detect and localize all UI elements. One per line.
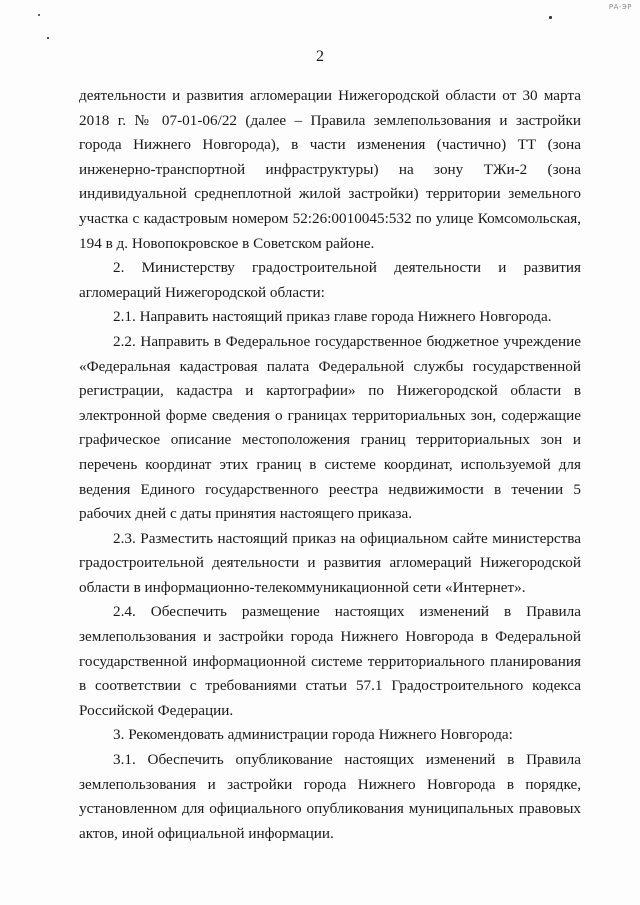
paragraph-continuation: деятельности и развития агломерации Нижегородской области от 30 марта 2018 г. № 07-01-06/22 (далее – Правила землепользования и застройки города Нижнего Новгорода), в части изменения (частично) ТТ (зона инженерно-транспортной инфраструктуры) на зону ТЖи-2 (зона индивидуальной среднеплотной жилой застройки) территории земельного участка с кадастровым номером 52:26:0010045:532 по улице Комсомольская, 194 в д. Новопокровское в Советском районе. (79, 87, 581, 252)
paragraph-item-2-2: 2.2. Направить в Федеральное государственное бюджетное учреждение «Федеральная кадастровая палата Федеральной службы государственной регистрации, кадастра и картографии» по Нижегородской области в электронной форме сведения о границах территориальных зон, содержащие графическое описание местоположения границ территориальных зон и перечень координат этих границ в системе координат, используемой для ведения Единого государственного реестра недвижимости в течении 5 рабочих дней с даты принятия настоящего приказа. (79, 332, 581, 523)
scan-mark: РА-ЭР (608, 3, 632, 11)
scan-speck (549, 16, 552, 19)
page-number: 2 (316, 48, 324, 65)
paragraph-item-2-1: 2.1. Направить настоящий приказ главе города Нижнего Новгорода. (113, 308, 552, 326)
paragraph-item-2-3: 2.3. Разместить настоящий приказ на официальном сайте министерства градостроительной деятельности и развития агломераций Нижегородской области в информационно-телекоммуникационной сети «Интернет». (79, 529, 581, 596)
scan-speck (47, 37, 49, 39)
paragraph-item-3-1: 3.1. Обеспечить опубликование настоящих изменений в Правила землепользования и застройки города Нижнего Новгорода в порядке, установленном для официального опубликования муниципальных правовых актов, иной официальной информации. (79, 751, 581, 842)
document-body (79, 84, 581, 846)
scan-speck (38, 14, 40, 16)
paragraph-item-2-4: 2.4. Обеспечить размещение настоящих изменений в Правила землепользования и застройки города Нижнего Новгорода в Федеральной государственной информационной системе территориального планирования в соответствии с требованиями статьи 57.1 Градостроительного кодекса Российской Федерации. (79, 603, 581, 719)
paragraph-item-2: 2. Министерству градостроительной деятельности и развития агломераций Нижегородской области: (79, 259, 581, 301)
paragraph-item-3: 3. Рекомендовать администрации города Нижнего Новгорода: (113, 726, 513, 744)
